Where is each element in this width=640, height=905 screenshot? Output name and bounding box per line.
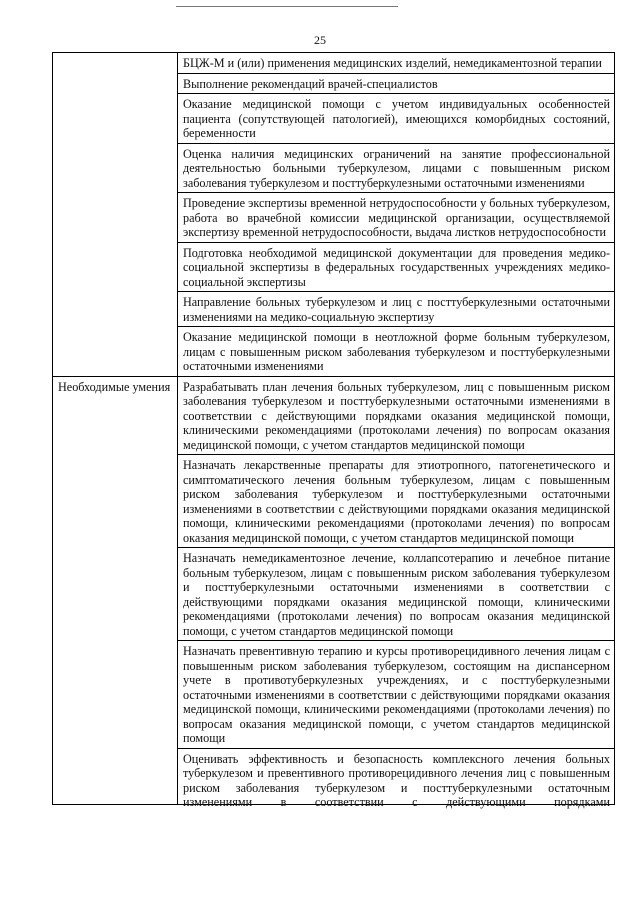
top-rule [176,6,398,7]
table-cell: Проведение экспертизы временной нетрудоспособности у больных туберкулезом, работа во врачебной комиссии медицинской организации, осуществляемой экспертизу временной нетрудоспособности, выдача листков нетрудоспособности [178,193,615,243]
table-cell [178,748,615,809]
table-cell: Оказание медицинской помощи с учетом индивидуальных особенностей пациента (сопутствующей патологией), имеющихся коморбидных состояний, беременности [178,94,615,144]
table-cell: Оказание медицинской помощи в неотложной форме больным туберкулезом, лицам с повышенным риском заболевания туберкулезом и посттуберкулезными остаточными изменениями [178,327,615,377]
table-cell-text: Оценивать эффективность и безопасность комплексного лечения больных туберкулезом и превентивного противорецидивного лечения лиц с повышенным риском заболевания туберкулезом и посттуберкулезными остаточным изменениями в соответствии с действующими порядками [183,751,610,809]
table-cell: Подготовка необходимой медицинской документации для проведения медико-социальной экспертизы в федеральных государственных учреждениях медико-социальной экспертизы [178,242,615,292]
table-cell: Назначать лекарственные препараты для этиотропного, патогенетического и симптоматического лечения больным туберкулезом, лицам с повышенным риском заболевания туберкулезом и посттуберкулезными остаточными изменениями в соответствии с действующими порядками оказания медицинской помощи, клиническими рекомендациями (протоколами лечения) по вопросам оказания медицинской помощи, с учетом стандартов медицинской помощи [178,455,615,548]
table-cell: Направление больных туберкулезом и лиц с посттуберкулезными остаточными изменениями на медико-социальную экспертизу [178,292,615,327]
table-cell: Выполнение рекомендаций врачей-специалистов [178,73,615,94]
row-label-continued [53,53,178,377]
table-cell: Назначать превентивную терапию и курсы противорецидивного лечения лицам с повышенным риском заболевания туберкулезом, состоящим на диспансерном учете в противотуберкулезных учреждениях, и с посттуберкулезными остаточными изменениями в соответствии с действующими порядками оказания медицинской помощи, клиническими рекомендациями (протоколами лечения) по вопросам оказания медицинской помощи, с учетом стандартов медицинской помощи [178,641,615,749]
table-row [53,376,615,455]
table-cell: БЦЖ-М и (или) применения медицинских изделий, немедикаментозной терапии [178,53,615,74]
table-cell: Разрабатывать план лечения больных туберкулезом, лиц с повышенным риском заболевания туберкулезом и посттуберкулезными остаточными изменениями в соответствии с действующими порядками оказания медицинской помощи, клиническими рекомендациями (протоколами лечения) по вопросам оказания медицинской помощи, с учетом стандартов медицинской помощи [178,376,615,455]
row-label-skills: Необходимые умения [53,376,178,804]
table-cell: Назначать немедикаментозное лечение, коллапсотерапию и лечебное питание больным туберкулезом, лицам с повышенным риском заболевания туберкулезом и посттуберкулезными остаточными изменениями в соответствии с действующими порядками оказания медицинской помощи, клиническими рекомендациями (протоколами лечения) по вопросам оказания медицинской помощи, с учетом стандартов медицинской помощи [178,548,615,641]
page-number: 25 [314,33,326,47]
table-row [53,53,615,74]
table-cell: Оценка наличия медицинских ограничений на занятие профессиональной деятельностью больными туберкулезом, лицами с повышенным риском заболевания туберкулезом и посттуберкулезными остаточными изменениями [178,143,615,193]
competency-table [52,52,615,809]
